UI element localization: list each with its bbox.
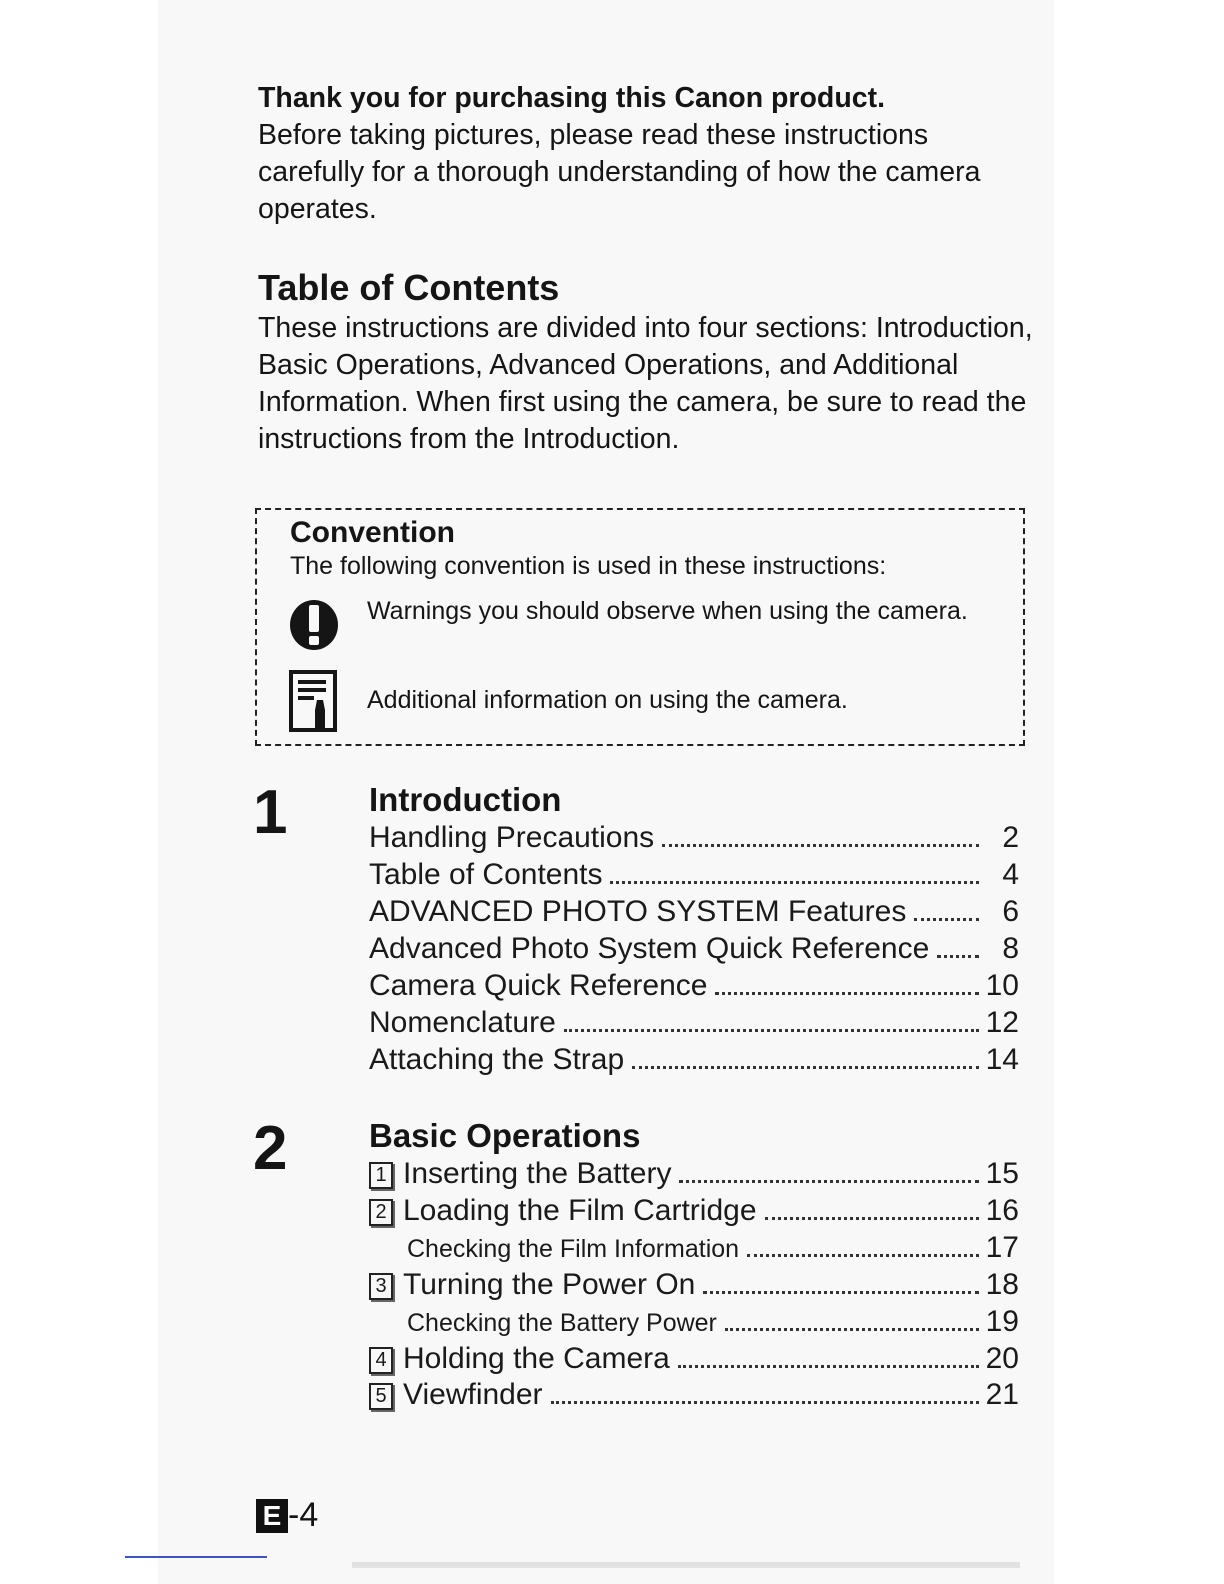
entry-page: 19 [985, 1305, 1019, 1338]
entry-label: Nomenclature [369, 1006, 556, 1039]
toc-entry[interactable] [369, 893, 1019, 930]
dot-leader [662, 844, 979, 847]
intro-body: Before taking pictures, please read these instructions carefully for a thorough understanding of how the camera operates. [258, 119, 981, 225]
intro-lead: Thank you for purchasing this Canon product. [258, 82, 886, 114]
entry-page: 12 [985, 1006, 1019, 1039]
entry-text: Holding the Camera [403, 1342, 670, 1375]
step-number-box: 2 [369, 1199, 393, 1226]
entry-page: 14 [985, 1043, 1019, 1076]
scan-bottom-edge [352, 1562, 1020, 1568]
convention-warning-row [287, 594, 1007, 674]
dot-leader [725, 1328, 979, 1331]
entry-label [369, 1266, 695, 1303]
page-number [256, 1496, 318, 1535]
convention-box [255, 508, 1025, 746]
entry-page: 15 [985, 1157, 1019, 1190]
dot-leader [610, 881, 979, 884]
memo-icon [287, 670, 341, 734]
page-number-suffix: -4 [288, 1496, 319, 1534]
entry-page: 4 [1002, 858, 1019, 891]
section-number: 2 [253, 1114, 288, 1183]
convention-description: The following convention is used in these instructions: [290, 552, 887, 580]
dot-leader [703, 1291, 979, 1294]
step-number-box: 3 [369, 1273, 393, 1300]
toc-entry[interactable] [369, 1266, 1019, 1303]
toc-entry[interactable] [369, 819, 1019, 856]
entry-page: 10 [985, 969, 1019, 1002]
warning-text: Warnings you should observe when using the camera. [367, 597, 968, 625]
toc-entry[interactable] [369, 1004, 1019, 1041]
entry-page: 6 [1002, 895, 1019, 928]
entry-label [369, 1155, 671, 1192]
info-text: Additional information on using the camera. [367, 686, 848, 714]
convention-title: Convention [290, 516, 455, 549]
dot-leader [678, 1365, 979, 1368]
entry-label: Table of Contents [369, 858, 603, 891]
entry-label: Handling Precautions [369, 821, 655, 854]
entry-label: Camera Quick Reference [369, 969, 708, 1002]
entry-label: Advanced Photo System Quick Reference [369, 932, 930, 965]
dot-leader [914, 918, 979, 921]
entry-page: 21 [985, 1378, 1019, 1411]
entry-label: Checking the Battery Power [407, 1309, 717, 1337]
dot-leader [564, 1029, 979, 1032]
step-number-box: 4 [369, 1347, 393, 1374]
entry-label: Checking the Film Information [407, 1235, 740, 1263]
dot-leader [632, 1066, 979, 1069]
warning-icon [287, 594, 341, 658]
entry-label: Attaching the Strap [369, 1043, 625, 1076]
dot-leader [937, 955, 979, 958]
entry-page: 16 [985, 1194, 1019, 1227]
section-title: Basic Operations [369, 1117, 641, 1154]
scan-edge-line [125, 1556, 267, 1558]
dot-leader [747, 1254, 979, 1257]
section-title: Introduction [369, 781, 562, 818]
toc-entry[interactable] [369, 1340, 1019, 1377]
dot-leader [715, 992, 979, 995]
toc-entry[interactable] [369, 1376, 1019, 1413]
step-number-box: 1 [369, 1162, 393, 1189]
toc-entry[interactable] [369, 856, 1019, 893]
toc-entry[interactable] [369, 1041, 1019, 1078]
toc-entry[interactable] [369, 930, 1019, 967]
section-number: 1 [253, 778, 288, 847]
toc-description: These instructions are divided into four sections: Introduction, Basic Operations, Advanced Operations, and Additional Information. When first using the camera, be sure to read the instructions from the Introduction. [258, 312, 1033, 455]
entry-page: 17 [985, 1231, 1019, 1264]
dot-leader [679, 1180, 979, 1183]
entry-label [369, 1376, 543, 1413]
entry-label: ADVANCED PHOTO SYSTEM Features [369, 895, 907, 928]
toc-entry[interactable] [369, 967, 1019, 1004]
entry-text: Loading the Film Cartridge [403, 1194, 757, 1227]
toc-subentry[interactable] [407, 1303, 1019, 1340]
entry-label [369, 1340, 670, 1377]
dot-leader [765, 1217, 979, 1220]
entry-page: 20 [985, 1342, 1019, 1375]
toc-entry[interactable] [369, 1192, 1019, 1229]
entry-text: Turning the Power On [403, 1268, 696, 1301]
entry-text: Viewfinder [403, 1378, 543, 1411]
intro-paragraph [258, 80, 1038, 228]
toc-entry[interactable] [369, 1155, 1019, 1192]
toc-title: Table of Contents [258, 267, 560, 308]
entry-label [369, 1192, 757, 1229]
toc-subentry[interactable] [407, 1229, 1019, 1266]
entry-page: 2 [1002, 821, 1019, 854]
convention-info-row [287, 670, 1007, 750]
page-letter-badge: E [256, 1499, 288, 1533]
entry-text: Inserting the Battery [403, 1157, 672, 1190]
dot-leader [551, 1401, 979, 1404]
entry-page: 18 [985, 1268, 1019, 1301]
step-number-box: 5 [369, 1383, 393, 1410]
entry-page: 8 [1002, 932, 1019, 965]
